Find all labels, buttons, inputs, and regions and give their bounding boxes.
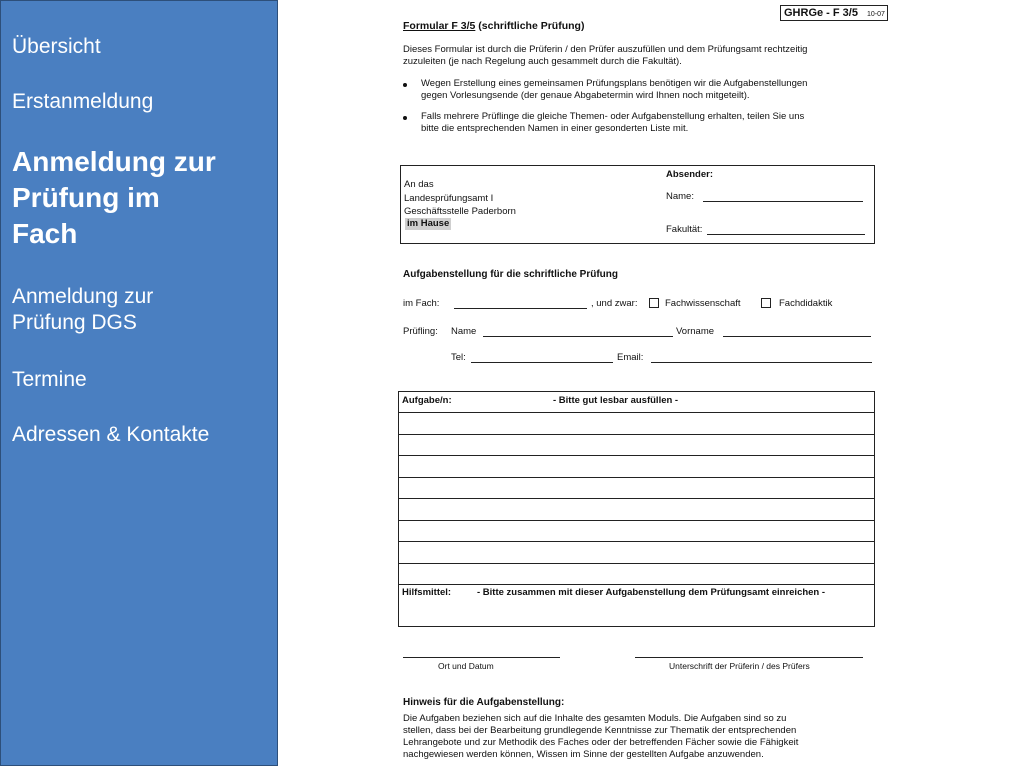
- hilfsmittel-row[interactable]: [399, 584, 874, 585]
- form-code-box: [780, 5, 888, 21]
- nav-item-adressen-kontakte[interactable]: Adressen & Kontakte: [12, 423, 210, 446]
- bullet-2-dot: [403, 116, 407, 120]
- task-row-3[interactable]: [399, 455, 874, 456]
- nav-item-anmeldung-dgs[interactable]: [12, 284, 153, 336]
- pruefling-name-label: Name: [451, 326, 477, 337]
- tel-field[interactable]: [471, 362, 613, 363]
- hint-line-3: Lehrangebote und zur Methodik des Faches oder der betreffenden Fächer sowie die Fähigkeit: [403, 737, 799, 748]
- email-field[interactable]: [651, 362, 872, 363]
- task-row-2[interactable]: [399, 434, 874, 435]
- pruefling-vorname-field[interactable]: [723, 336, 871, 337]
- bullet-1-line-2: gegen Vorlesungsende (der genaue Abgabetermin wird Ihnen noch mitgeteilt).: [421, 90, 750, 101]
- nav-item-erstanmeldung[interactable]: Erstanmeldung: [12, 90, 154, 113]
- form-title-main: Formular F 3/5: [403, 20, 476, 32]
- task-table: [398, 391, 875, 627]
- hilfsmittel-label: Hilfsmittel:: [402, 587, 452, 598]
- hint-line-2: stellen, dass bei der Bearbeitung grundlegende Kenntnisse zur Thematik der entsprechenden: [403, 725, 797, 736]
- sender-name-field[interactable]: [703, 201, 863, 202]
- bullet-1-line-1: Wegen Erstellung eines gemeinsamen Prüfungsplans benötigen wir die Aufgabenstellungen: [421, 78, 808, 89]
- nav-item-anmeldung-dgs-line-1: Anmeldung zur: [12, 285, 154, 308]
- task-row-4[interactable]: [399, 477, 874, 478]
- nav-item-anmeldung-dgs-line-2: Prüfung DGS: [12, 311, 137, 334]
- place-date-label: Ort und Datum: [438, 661, 494, 671]
- task-row-8[interactable]: [399, 563, 874, 564]
- fachwissenschaft-label: Fachwissenschaft: [665, 298, 741, 309]
- signature-line[interactable]: [635, 657, 863, 658]
- address-line-3: Geschäftsstelle Paderborn: [404, 206, 516, 217]
- bullet-2-line-1: Falls mehrere Prüflinge die gleiche Themen- oder Aufgabenstellung erhalten, teilen Sie uns: [421, 111, 805, 122]
- und-zwar-label: , und zwar:: [591, 298, 638, 309]
- form-title: [403, 20, 584, 32]
- address-line-2: Landesprüfungsamt I: [404, 193, 494, 204]
- place-date-line[interactable]: [403, 657, 560, 658]
- bullet-1-dot: [403, 83, 407, 87]
- task-row-7[interactable]: [399, 541, 874, 542]
- task-row-5[interactable]: [399, 498, 874, 499]
- address-line-4: im Hause: [407, 218, 450, 229]
- nav-item-anmeldung-fach-line-2: Prüfung im: [12, 182, 160, 213]
- form-document: [280, 0, 1024, 768]
- bullet-2-line-2: bitte die entsprechenden Namen in einer gesonderten Liste mit.: [421, 123, 689, 134]
- address-line-1: An das: [404, 179, 434, 190]
- task-row-1[interactable]: [399, 412, 874, 413]
- task-row-6[interactable]: [399, 520, 874, 521]
- nav-item-uebersicht[interactable]: Übersicht: [12, 35, 101, 58]
- pruefling-vorname-label: Vorname: [676, 326, 715, 337]
- nav-item-termine[interactable]: Termine: [12, 368, 87, 391]
- form-title-rest: (schriftliche Prüfung): [475, 20, 585, 32]
- sender-faculty-field[interactable]: [707, 234, 865, 235]
- nav-item-anmeldung-fach[interactable]: [12, 144, 216, 252]
- task-table-header-note: - Bitte gut lesbar ausfüllen -: [553, 395, 679, 406]
- signature-label: Unterschrift der Prüferin / des Prüfers: [669, 661, 810, 671]
- task-table-header-label: Aufgabe/n:: [402, 395, 452, 406]
- task-heading: Aufgabenstellung für die schriftliche Prüfung: [403, 269, 619, 280]
- email-label: Email:: [617, 352, 644, 363]
- sender-name-label: Name:: [666, 191, 694, 202]
- fach-field[interactable]: [454, 308, 587, 309]
- form-code-suffix: 10-07: [867, 11, 885, 18]
- form-code: GHRGe - F 3/5: [784, 7, 858, 19]
- tel-label: Tel:: [451, 352, 466, 363]
- fachdidaktik-label: Fachdidaktik: [779, 298, 833, 309]
- intro-line-1: Dieses Formular ist durch die Prüferin / den Prüfer auszufüllen und dem Prüfungsamt rechtzeitig: [403, 44, 808, 55]
- address-box: [400, 165, 875, 244]
- hint-line-4: nachgewiesen werden können, Wissen im Sinne der gestellten Aufgabe anzuwenden.: [403, 749, 764, 760]
- nav-item-anmeldung-fach-line-1: Anmeldung zur: [12, 146, 216, 177]
- intro-line-2: zuzuleiten (je nach Regelung auch gesammelt durch die Fakultät).: [403, 56, 682, 67]
- nav-item-anmeldung-fach-line-3: Fach: [12, 218, 78, 249]
- fachdidaktik-checkbox[interactable]: [761, 298, 771, 308]
- sidebar: [0, 0, 278, 766]
- pruefling-name-field[interactable]: [483, 336, 673, 337]
- hint-line-1: Die Aufgaben beziehen sich auf die Inhalte des gesamten Moduls. Die Aufgaben sind so zu: [403, 713, 787, 724]
- fachwissenschaft-checkbox[interactable]: [649, 298, 659, 308]
- hilfsmittel-note: - Bitte zusammen mit dieser Aufgabenstellung dem Prüfungsamt einreichen -: [477, 587, 826, 598]
- sender-label: Absender:: [666, 169, 713, 180]
- fach-label: im Fach:: [403, 298, 440, 309]
- pruefling-label: Prüfling:: [403, 326, 438, 337]
- hint-heading: Hinweis für die Aufgabenstellung:: [403, 697, 565, 708]
- sender-faculty-label: Fakultät:: [666, 224, 703, 235]
